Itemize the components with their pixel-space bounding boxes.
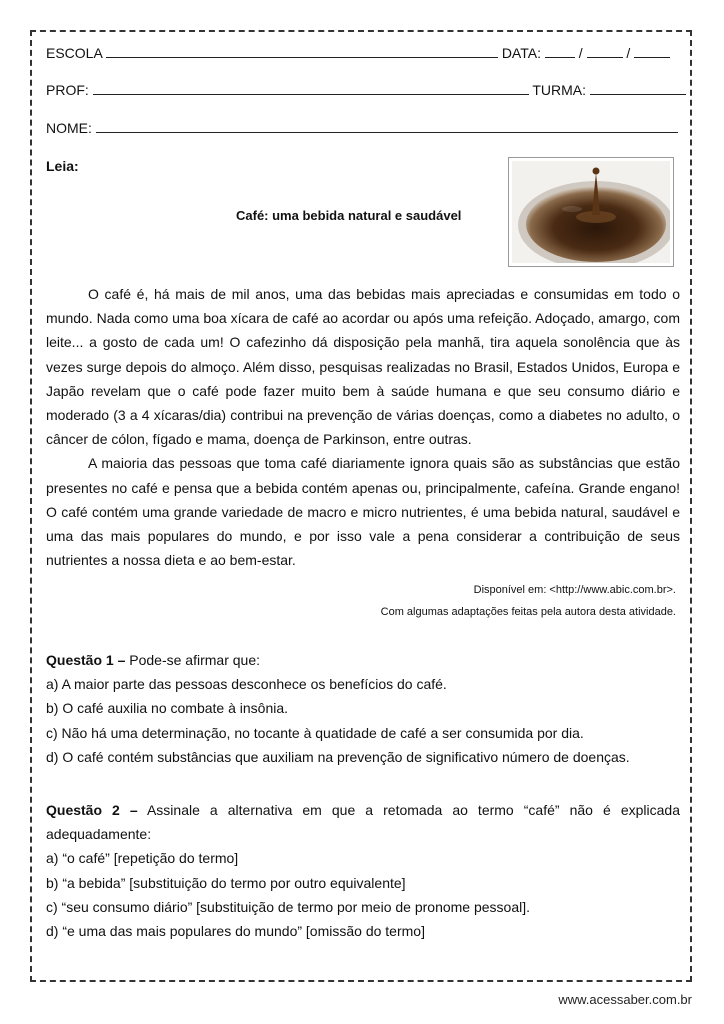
paragraph-2: A maioria das pessoas que toma café diariamente ignora quais são as substâncias que estão presentes no café e pensa que a bebida contém apenas ou, principalmente, cafeína. Grande engano! O café contém uma grande variedade de macro e micro nutrientes, é uma bebida natural, saudável e uma das mais populares do mundo, e por isso vale a pena considerar a contribuição de seus nutrientes a nossa dieta e ao bem-estar. xyxy=(46,455,680,569)
school-field[interactable] xyxy=(106,45,498,58)
date-year-field[interactable] xyxy=(634,45,670,58)
question-2-option-c[interactable]: c) “seu consumo diário” [substituição de termo por meio de pronome pessoal]. xyxy=(46,898,531,915)
school-label: ESCOLA xyxy=(46,45,103,61)
turma-field[interactable] xyxy=(590,82,686,95)
question-2 xyxy=(46,798,680,943)
question-2-text: Assinale a alternativa em que a retomada ao termo “café” não é explicada adequadamente: xyxy=(46,802,680,843)
text-title: Café: uma bebida natural e saudável xyxy=(236,208,462,223)
question-2-prompt xyxy=(46,798,680,846)
question-1-label: Questão 1 – xyxy=(46,652,126,668)
question-1-option-d[interactable]: d) O café contém substâncias que auxiliam na prevenção de significativo número de doenças. xyxy=(46,748,630,765)
question-2-option-b[interactable]: b) “a bebida” [substituição do termo por outro equivalente] xyxy=(46,874,406,891)
prof-label: PROF: xyxy=(46,82,89,98)
leia-label: Leia: xyxy=(46,158,79,174)
worksheet-border xyxy=(30,30,692,982)
question-1-option-b[interactable]: b) O café auxilia no combate à insônia. xyxy=(46,700,289,717)
question-1-prompt xyxy=(46,648,680,672)
header-row-name xyxy=(46,120,678,136)
question-1 xyxy=(46,648,680,769)
name-label: NOME: xyxy=(46,120,92,136)
date-month-field[interactable] xyxy=(587,45,623,58)
turma-label: TURMA: xyxy=(532,82,586,98)
coffee-splash-icon xyxy=(512,161,670,263)
question-1-text: Pode-se afirmar que: xyxy=(125,652,260,668)
name-field[interactable] xyxy=(96,120,678,133)
question-1-option-a[interactable]: a) A maior parte das pessoas desconhece os benefícios do café. xyxy=(46,676,447,693)
coffee-cup-image xyxy=(508,157,674,267)
question-1-option-c[interactable]: c) Não há uma determinação, no tocante à quatidade de café a ser consumida por dia. xyxy=(46,724,584,741)
adaptation-note: Com algumas adaptações feitas pela autora desta atividade. xyxy=(380,606,676,618)
prof-field[interactable] xyxy=(93,82,529,95)
question-2-label: Questão 2 – xyxy=(46,802,138,818)
footer-site: www.acessaber.com.br xyxy=(558,992,692,1007)
header-row-prof xyxy=(46,82,686,98)
date-sep-2: / xyxy=(626,45,631,61)
question-2-option-a[interactable]: a) “o café” [repetição do termo] xyxy=(46,850,239,867)
paragraph-1: O café é, há mais de mil anos, uma das bebidas mais apreciadas e consumidas em todo o mundo. Nada como uma boa xícara de café ao acordar ou após uma refeição. Adoçado, amargo, com leite... a gosto de cada um! O cafezinho dá disposição pela manhã, tira aquela sonolência que às vezes surge depois do almoço. Além disso, pesquisas realizadas no Brasil, Estados Unidos, Europa e Japão revelam que o café pode fazer muito bem à saúde humana e que seu consumo diário e moderado (3 a 4 xícaras/dia) contribui na prevenção de várias doenças, como a diabetes no adulto, o câncer de cólon, fígado e mama, doença de Parkinson, entre outras. xyxy=(46,286,680,448)
date-label: DATA: xyxy=(501,45,541,61)
header-row-school xyxy=(46,45,670,61)
date-sep-1: / xyxy=(578,45,583,61)
question-2-option-d[interactable]: d) “e uma das mais populares do mundo” [omissão do termo] xyxy=(46,923,425,940)
reading-text xyxy=(46,282,680,572)
date-day-field[interactable] xyxy=(545,45,575,58)
source-citation: Disponível em: <http://www.abic.com.br>. xyxy=(473,584,676,596)
